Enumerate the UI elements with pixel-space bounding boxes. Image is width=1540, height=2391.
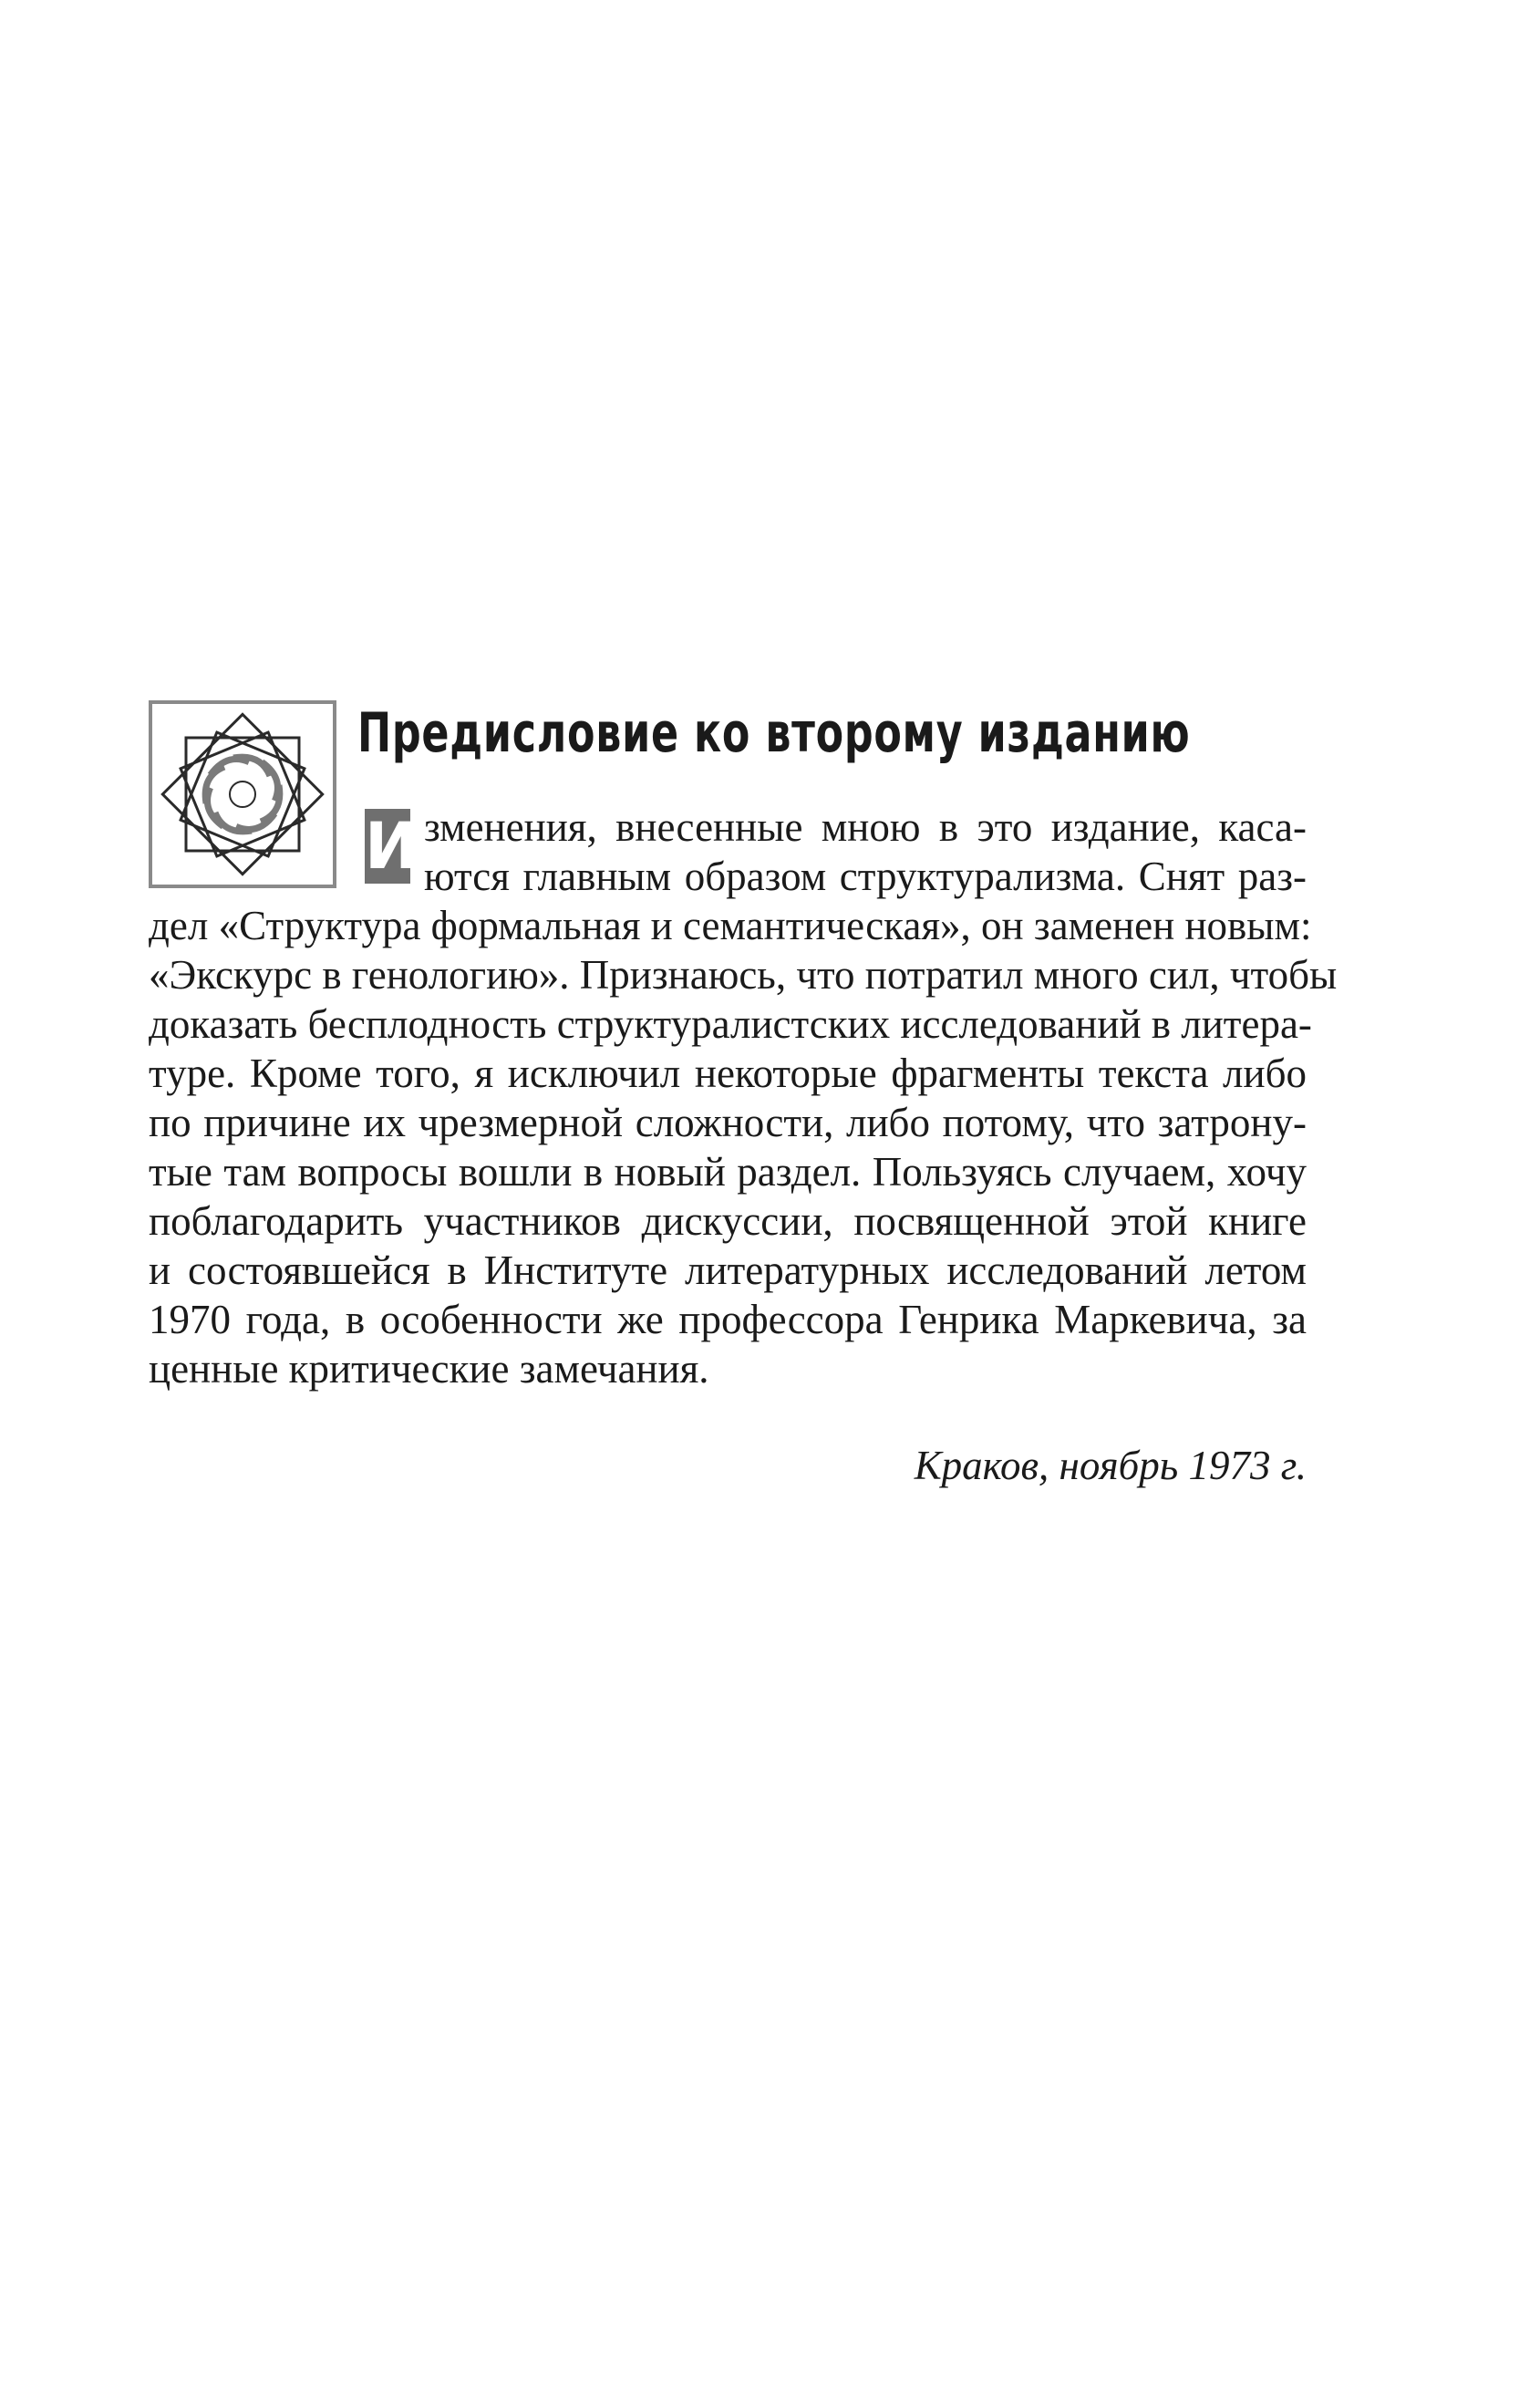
- signature-place-date: Краков, ноябрь 1973 г.: [914, 1443, 1307, 1488]
- text-line: и состоявшейся в Институте литературных исследований летом: [149, 1247, 1307, 1293]
- text-line: поблагодарить участников дискуссии, посвященной этой книге: [149, 1198, 1307, 1244]
- text-line: дел «Структура формальная и семантическая», он заменен новым:: [149, 903, 1312, 948]
- text-line: туре. Кроме того, я исключил некоторые фрагменты текста либо: [149, 1051, 1307, 1096]
- text-line: ценные критические замечания.: [149, 1346, 709, 1392]
- text-line: ются главным образом структурализма. Снят раз-: [424, 854, 1307, 899]
- text-line: «Экскурс в генологию». Признаюсь, что потратил много сил, чтобы: [149, 952, 1338, 998]
- text-line: по причине их чрезмерной сложности, либо потому, что затрону-: [149, 1100, 1307, 1145]
- page-title: Предисловие ко второму изданию: [357, 701, 1191, 765]
- text-line: зменения, внесенные мною в это издание, каса-: [424, 804, 1307, 850]
- text-line: тые там вопросы вошли в новый раздел. Пользуясь случаем, хочу: [149, 1149, 1307, 1195]
- drop-cap: И: [365, 809, 419, 884]
- text-line: доказать бесплодность структуралистских исследований в литера-: [149, 1001, 1312, 1047]
- text-line: 1970 года, в особенности же профессора Генрика Маркевича, за: [149, 1297, 1307, 1342]
- body-paragraph: [149, 802, 1338, 1393]
